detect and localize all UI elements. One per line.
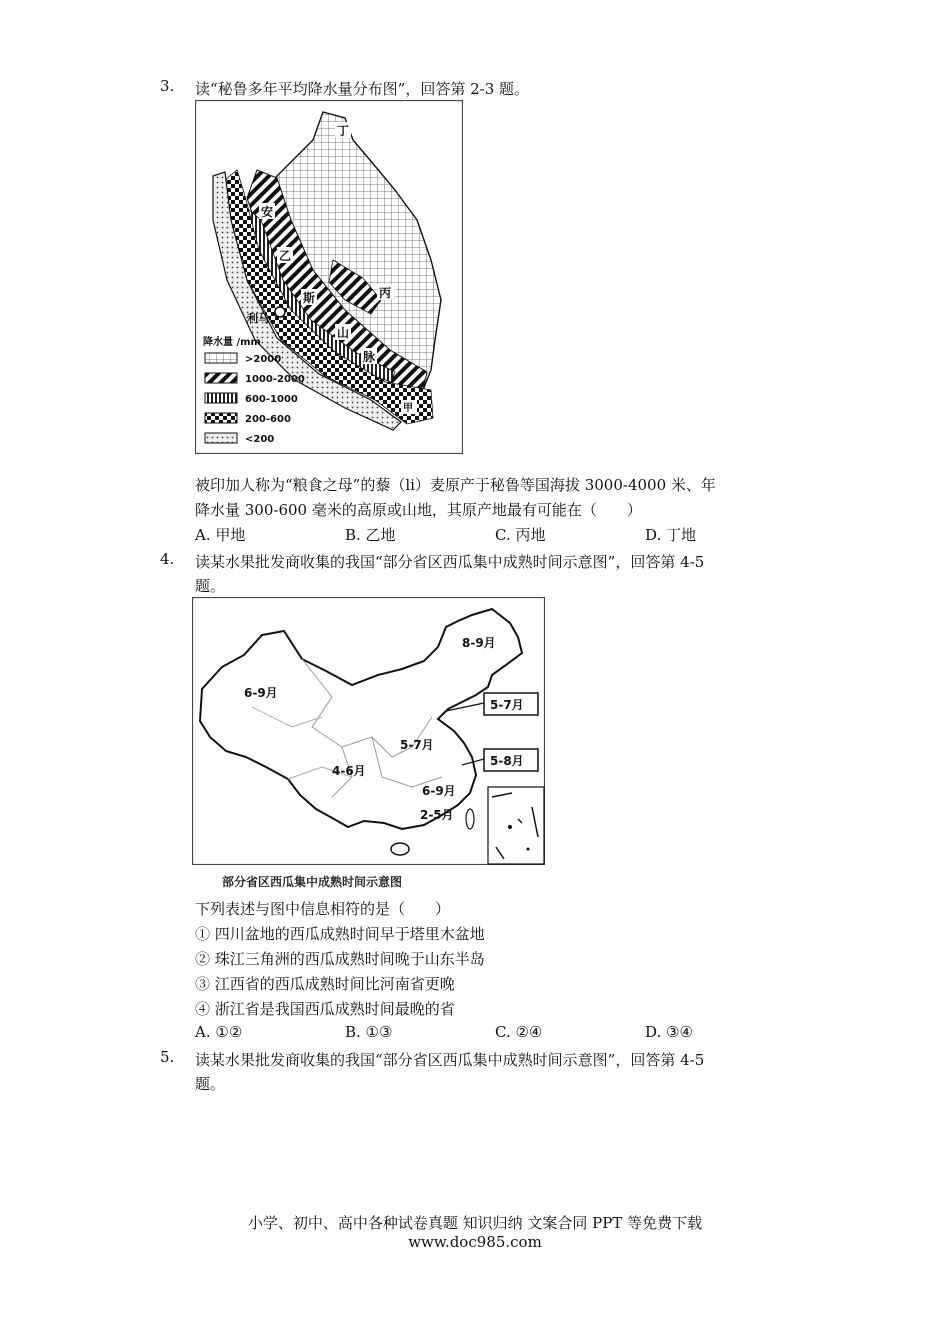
label-an: 安	[261, 205, 274, 219]
label-xinjiang: 6-9月	[244, 686, 278, 700]
question-3-prompt: 读“秘鲁多年平均降水量分布图”，回答第 2-3 题。	[195, 80, 530, 98]
question-5-prompt-line-2: 题。	[195, 1075, 226, 1093]
option-c[interactable]: C. 丙地	[495, 526, 546, 544]
question-3-stem-line-2: 降水量 300-600 毫米的高原或山地，其原产地最有可能在（ ）	[195, 501, 642, 519]
peru-precipitation-map	[195, 100, 463, 454]
option-b[interactable]: B. 乙地	[345, 526, 396, 544]
label-guangdong: 2-5月	[420, 808, 454, 822]
label-shan: 山	[337, 326, 350, 340]
question-3-number: 3.	[160, 77, 175, 95]
label-jiangxi: 6-9月	[422, 784, 456, 798]
label-mai: 脉	[363, 350, 376, 364]
label-jia: 甲	[403, 403, 413, 414]
question-4-number: 4.	[160, 550, 175, 568]
question-3-options	[195, 524, 795, 548]
question-4-prompt-line-2: 题。	[195, 577, 226, 595]
china-watermelon-map	[192, 597, 545, 865]
footer-text: 小学、初中、高中各种试卷真题 知识归纳 文案合同 PPT 等免费下载	[247, 1214, 703, 1232]
option-d[interactable]: D. 丁地	[645, 526, 697, 544]
label-bing: 丙	[379, 286, 392, 300]
question-4-prompt-line-1: 读某水果批发商收集的我国“部分省区西瓜集中成熟时间示意图”，回答第 4-5	[195, 553, 705, 571]
label-ding: 丁	[337, 124, 350, 138]
legend-item-3: 600-1000	[245, 394, 298, 405]
option-a[interactable]: A. ①②	[195, 1023, 243, 1041]
question-5-prompt-line-1: 读某水果批发商收集的我国“部分省区西瓜集中成熟时间示意图”，回答第 4-5	[195, 1051, 705, 1069]
label-northeast: 8-9月	[462, 636, 496, 650]
option-b[interactable]: B. ①③	[345, 1023, 393, 1041]
label-henan: 5-7月	[400, 738, 434, 752]
legend-title: 降水量 /mm	[203, 337, 261, 348]
option-c[interactable]: C. ②④	[495, 1023, 543, 1041]
legend-item-2: 1000-2000	[245, 374, 305, 385]
boxed-label-zhejiang: 5-8月	[490, 754, 524, 768]
question-4-options	[195, 1023, 795, 1047]
label-si: 斯	[303, 291, 316, 305]
statement-4: ④ 浙江省是我国西瓜成熟时间最晚的省	[195, 1000, 455, 1018]
question-3-stem-line-1: 被印加人称为“粮食之母”的藜（li）麦原产于秘鲁等国海拔 3000-4000 米、年	[195, 476, 716, 494]
legend-item-5: <200	[245, 434, 275, 445]
footer-url[interactable]: www.doc985.com	[408, 1233, 542, 1251]
legend-item-1: >2000	[245, 354, 282, 365]
option-a[interactable]: A. 甲地	[195, 526, 246, 544]
label-sichuan: 4-6月	[332, 764, 366, 778]
label-yi: 乙	[279, 249, 292, 263]
figure-caption: 部分省区西瓜集中成熟时间示意图	[222, 875, 403, 889]
question-5-number: 5.	[160, 1048, 175, 1066]
question-4-stem: 下列表述与图中信息相符的是（ ）	[195, 900, 451, 918]
option-d[interactable]: D. ③④	[645, 1023, 693, 1041]
legend-item-4: 200-600	[245, 414, 291, 425]
statement-1: ① 四川盆地的西瓜成熟时间早于塔里木盆地	[195, 925, 485, 943]
boxed-label-shandong: 5-7月	[490, 698, 524, 712]
label-lima: 利马	[247, 312, 269, 325]
statement-3: ③ 江西省的西瓜成熟时间比河南省更晚	[195, 975, 455, 993]
statement-2: ② 珠江三角洲的西瓜成熟时间晚于山东半岛	[195, 950, 485, 968]
